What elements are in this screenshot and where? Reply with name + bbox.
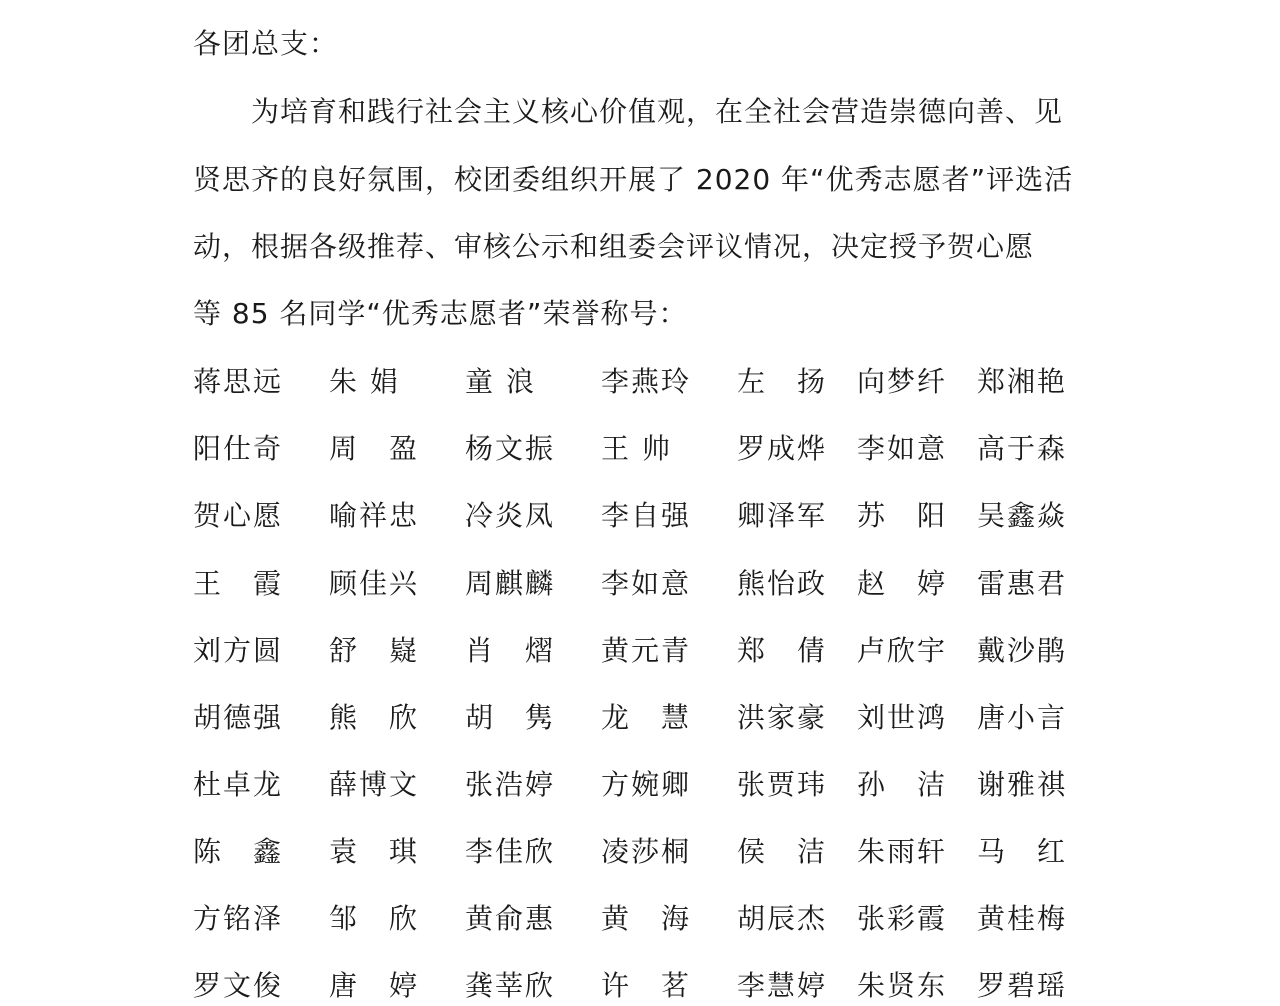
honoree-name: 杨文振	[465, 432, 556, 465]
names-row	[0, 765, 1280, 805]
honoree-name: 雷惠君	[977, 567, 1068, 600]
honoree-name: 向梦纤	[857, 365, 948, 398]
honoree-name: 吴鑫焱	[977, 499, 1068, 532]
honoree-name: 李自强	[601, 499, 692, 532]
honoree-name: 黄 海	[601, 902, 692, 935]
honoree-name: 唐 婷	[329, 969, 420, 1002]
body-line-2: 贤思齐的良好氛围，校团委组织开展了 2020 年“优秀志愿者”评选活	[193, 163, 1074, 196]
honoree-name: 郑 倩	[737, 634, 828, 667]
honoree-name: 童 浪	[465, 365, 536, 398]
honoree-name: 朱贤东	[857, 969, 948, 1002]
salutation: 各团总支：	[193, 27, 339, 60]
body-line-3: 动，根据各级推荐、审核公示和组委会评议情况，决定授予贺心愿	[193, 230, 1035, 263]
honoree-name: 刘方圆	[193, 634, 284, 667]
honoree-name: 蒋思远	[193, 365, 284, 398]
honoree-name: 黄元青	[601, 634, 692, 667]
honoree-name: 郑湘艳	[977, 365, 1068, 398]
honoree-name: 侯 洁	[737, 835, 828, 868]
honoree-name: 袁 琪	[329, 835, 420, 868]
names-row	[0, 362, 1280, 402]
honoree-name: 王 帅	[601, 432, 672, 465]
honoree-name: 陈 鑫	[193, 835, 284, 868]
honoree-name: 杜卓龙	[193, 768, 284, 801]
honoree-name: 龚莘欣	[465, 969, 556, 1002]
honoree-name: 喻祥忠	[329, 499, 420, 532]
honoree-name: 冷炎凤	[465, 499, 556, 532]
honoree-name: 张贾玮	[737, 768, 828, 801]
names-row	[0, 698, 1280, 738]
honoree-name: 洪家豪	[737, 701, 828, 734]
honoree-name: 唐小言	[977, 701, 1068, 734]
honoree-name: 黄俞惠	[465, 902, 556, 935]
names-row	[0, 496, 1280, 536]
honoree-name: 周麒麟	[465, 567, 556, 600]
honoree-name: 凌莎桐	[601, 835, 692, 868]
honoree-name: 李燕玲	[601, 365, 692, 398]
honoree-name: 张浩婷	[465, 768, 556, 801]
honoree-name: 薛博文	[329, 768, 420, 801]
honoree-name: 李如意	[601, 567, 692, 600]
body-line-4: 等 85 名同学“优秀志愿者”荣誉称号：	[193, 297, 688, 330]
honoree-name: 胡德强	[193, 701, 284, 734]
honoree-name: 左 扬	[737, 365, 828, 398]
names-row	[0, 899, 1280, 939]
honoree-name: 朱 娟	[329, 365, 400, 398]
honoree-name: 周 盈	[329, 432, 420, 465]
honoree-name: 罗文俊	[193, 969, 284, 1002]
honoree-name: 孙 洁	[857, 768, 948, 801]
honoree-name: 龙 慧	[601, 701, 692, 734]
honoree-name: 李如意	[857, 432, 948, 465]
honoree-name: 高于森	[977, 432, 1068, 465]
honoree-name: 卿泽军	[737, 499, 828, 532]
honoree-name: 刘世鸿	[857, 701, 948, 734]
names-row	[0, 966, 1280, 1006]
honoree-name: 罗碧瑶	[977, 969, 1068, 1002]
honoree-name: 胡辰杰	[737, 902, 828, 935]
honoree-name: 熊 欣	[329, 701, 420, 734]
honoree-name: 罗成烨	[737, 432, 828, 465]
honoree-name: 方铭泽	[193, 902, 284, 935]
names-row	[0, 832, 1280, 872]
honoree-name: 张彩霞	[857, 902, 948, 935]
names-row	[0, 564, 1280, 604]
honoree-name: 谢雅祺	[977, 768, 1068, 801]
honoree-name: 胡 隽	[465, 701, 556, 734]
honoree-name: 阳仕奇	[193, 432, 284, 465]
honoree-name: 顾佳兴	[329, 567, 420, 600]
honoree-name: 舒 嶷	[329, 634, 420, 667]
honoree-name: 王 霞	[193, 567, 284, 600]
honoree-name: 方婉卿	[601, 768, 692, 801]
names-row	[0, 429, 1280, 469]
honoree-name: 赵 婷	[857, 567, 948, 600]
honoree-name: 贺心愿	[193, 499, 284, 532]
honoree-name: 邹 欣	[329, 902, 420, 935]
names-row	[0, 631, 1280, 671]
honoree-name: 朱雨轩	[857, 835, 948, 868]
honoree-name: 黄桂梅	[977, 902, 1068, 935]
honoree-name: 许 茗	[601, 969, 692, 1002]
honoree-name: 卢欣宇	[857, 634, 948, 667]
honoree-name: 肖 熠	[465, 634, 556, 667]
honoree-name: 李慧婷	[737, 969, 828, 1002]
honoree-name: 马 红	[977, 835, 1068, 868]
honoree-name: 戴沙鹃	[977, 634, 1068, 667]
body-line-1: 为培育和践行社会主义核心价值观，在全社会营造崇德向善、见	[251, 95, 1064, 128]
honoree-name: 苏 阳	[857, 499, 948, 532]
honoree-name: 李佳欣	[465, 835, 556, 868]
honoree-name: 熊怡政	[737, 567, 828, 600]
